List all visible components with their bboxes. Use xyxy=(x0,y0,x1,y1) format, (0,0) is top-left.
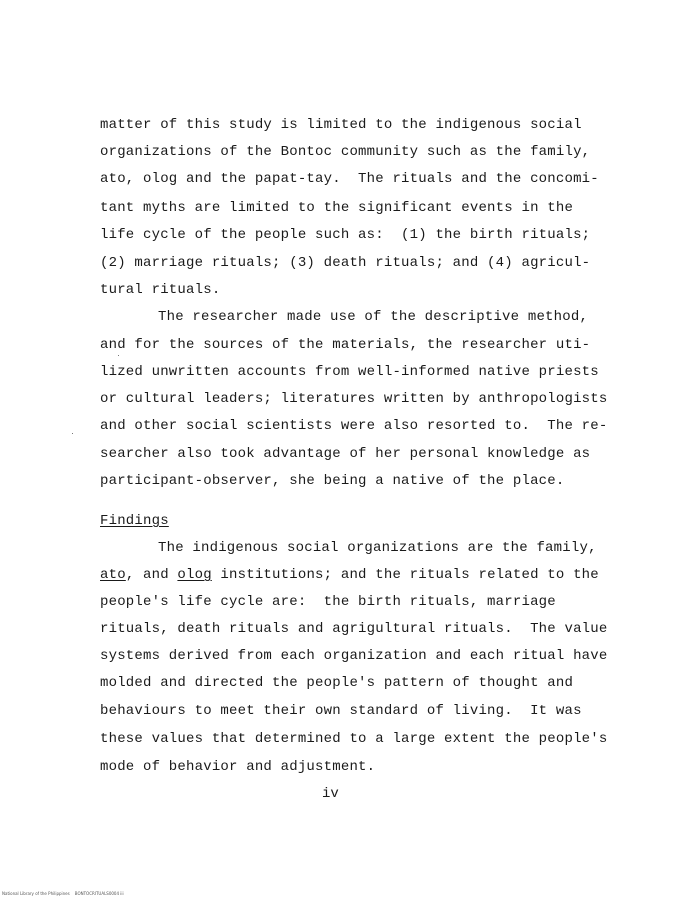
text-line: organizations of the Bontoc community such as the family, xyxy=(100,144,591,160)
text-fragment: institutions; and the rituals related to the xyxy=(211,567,599,583)
text-line: matter of this study is limited to the indigenous social xyxy=(100,117,582,133)
text-line: molded and directed the people's pattern of thought and xyxy=(100,675,574,691)
scan-speck xyxy=(118,355,119,356)
page-number: iv xyxy=(322,786,339,802)
text-line: participant-observer, she being a native of the place. xyxy=(100,473,565,489)
text-line: (2) marriage rituals; (3) death rituals; and (4) agricul- xyxy=(100,255,591,271)
text-line: behaviours to meet their own standard of living. It was xyxy=(100,703,582,719)
text-line: searcher also took advantage of her personal knowledge as xyxy=(100,446,591,462)
text-line: mode of behavior and adjustment. xyxy=(100,759,376,775)
text-line: or cultural leaders; literatures written by anthropologists xyxy=(100,391,608,407)
scan-footer: National Library of the Philippines BONTOCRITUALS0004 iii xyxy=(2,891,124,896)
text-line: systems derived from each organization and each ritual have xyxy=(100,648,608,664)
text-line: tural rituals. xyxy=(100,282,221,298)
text-line: and other social scientists were also resorted to. The re- xyxy=(100,418,608,434)
text-line: ato, olog and the papat-tay. The rituals and the concomi- xyxy=(100,171,599,187)
text-line: life cycle of the people such as: (1) the birth rituals; xyxy=(100,227,591,243)
text-line: and for the sources of the materials, the researcher uti- xyxy=(100,337,591,353)
text-line: tant myths are limited to the significant events in the xyxy=(100,200,574,216)
text-line xyxy=(100,567,599,583)
term-ato: ato xyxy=(100,567,126,583)
scan-speck xyxy=(72,433,73,434)
section-heading: Findings xyxy=(100,513,169,529)
text-line: rituals, death rituals and agrigultural rituals. The value xyxy=(100,621,608,637)
text-line: these values that determined to a large extent the people's xyxy=(100,731,608,747)
text-fragment: , and xyxy=(125,567,178,583)
text-line: lized unwritten accounts from well-informed native priests xyxy=(100,364,599,380)
term-olog: olog xyxy=(177,567,212,583)
text-line: The researcher made use of the descriptive method, xyxy=(158,309,589,325)
text-line: The indigenous social organizations are the family, xyxy=(158,540,597,556)
text-line: people's life cycle are: the birth rituals, marriage xyxy=(100,594,556,610)
